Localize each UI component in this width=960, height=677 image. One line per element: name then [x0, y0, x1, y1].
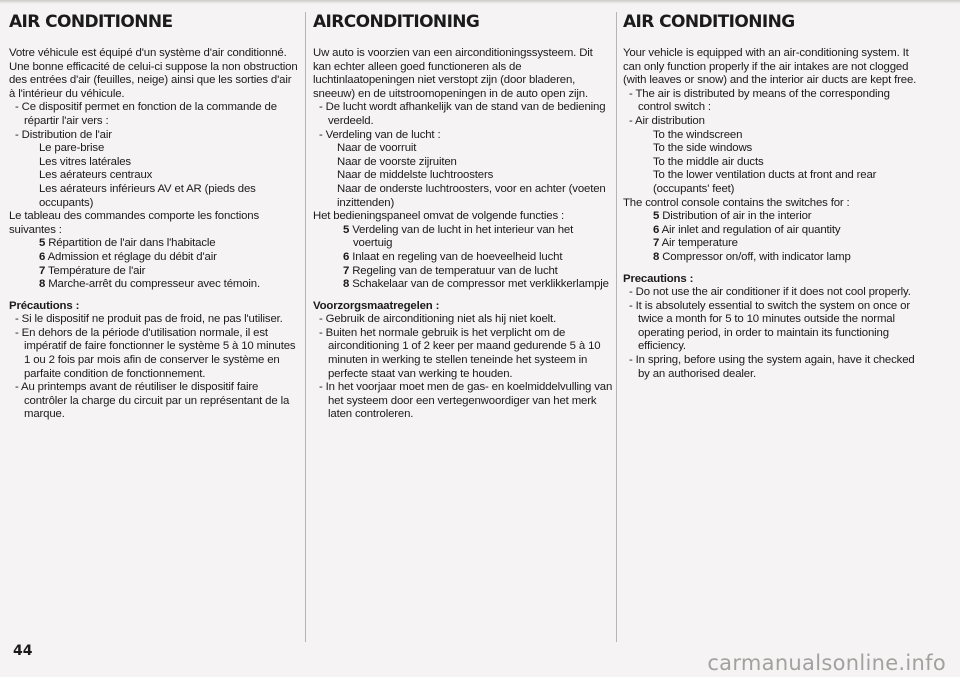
dutch-function-item [313, 224, 613, 251]
french-function-item [9, 278, 299, 292]
function-text: Inlaat en regeling van de hoeveelheid lucht [352, 250, 563, 263]
function-number: 5 [343, 223, 350, 236]
dutch-precaution-item: - Buiten het normale gebruik is het verplicht om de airconditioning 1 of 2 keer per maand gedurende 5 à 10 minuten in werking te stellen teneinde het systeem in perfecte staat van werking te houden. [319, 326, 601, 380]
watermark: carmanualsonline.info [707, 651, 946, 675]
english-precaution-item: - Do not use the air conditioner if it does not cool properly. [629, 286, 911, 299]
function-number: 7 [653, 237, 660, 250]
function-text: Admission et réglage du débit d'air [47, 250, 217, 263]
function-number: 8 [653, 250, 660, 263]
dutch-function-item [313, 265, 613, 279]
dutch-precaution-item: - In het voorjaar moet men de gas- en koelmiddelvulling van het systeem door een vertegenwoordiger van het merk laten controleren. [319, 381, 613, 421]
french-precaution-item: - En dehors de la période d'utilisation normale, il est impératif de faire fonctionner le système 5 à 10 minutes 1 ou 2 fois par mois afin de conserver le système en parfaite condition de fonctionnement. [15, 326, 296, 380]
french-panel-intro: Le tableau des commandes comporte les fonctions suivantes : [9, 210, 260, 236]
dutch-column [313, 12, 613, 422]
english-title: AIR CONDITIONING [623, 12, 795, 32]
function-text: Air inlet and regulation of air quantity [661, 223, 841, 236]
function-number: 7 [39, 264, 46, 277]
column-divider [305, 12, 306, 642]
english-precaution-item: - In spring, before using the system again, have it checked by an authorised dealer. [629, 354, 915, 380]
english-bullet-control: - The air is distributed by means of the corresponding control switch : [629, 87, 890, 114]
french-distribution-item: Les aérateurs centraux [39, 169, 153, 182]
french-function-item [9, 251, 299, 265]
page-number: 44 [13, 643, 33, 659]
french-precaution-item: - Au printemps avant de réutiliser le dispositif faire contrôler la charge du circuit par un représentant de la marque. [15, 381, 290, 421]
french-distribution-item: Le pare-brise [39, 142, 105, 155]
french-bullet-distribution: - Distribution de l'air [15, 128, 112, 141]
english-distribution-item: To the side windows [653, 142, 753, 155]
top-edge-shadow [0, 0, 960, 4]
dutch-distribution-item: Naar de voorruit [337, 142, 417, 155]
french-bullet-control: - Ce dispositif permet en fonction de la commande de répartir l'air vers : [15, 101, 277, 127]
french-column [9, 12, 299, 422]
dutch-distribution-item: Naar de onderste luchtroosters, voor en achter (voeten inzittenden) [337, 182, 606, 209]
function-text: Température de l'air [48, 264, 146, 277]
dutch-distribution-item: Naar de voorste zijruiten [337, 155, 457, 168]
function-number: 8 [39, 278, 46, 291]
french-function-item [9, 237, 299, 251]
function-text: Compressor on/off, with indicator lamp [662, 250, 851, 263]
function-text: Verdeling van de lucht in het interieur van het voertuig [352, 223, 574, 250]
function-text: Distribution of air in the interior [662, 210, 812, 223]
french-distribution-item: Les aérateurs inférieurs AV et AR (pieds des occupants) [39, 182, 256, 209]
french-intro: Votre véhicule est équipé d'un système d'air conditionné. Une bonne efficacité de celui-ci suppose la non obstruction des entrées d'air (feuilles, neige) ainsi que les sorties d'air à l'intérieur du véhicule. [9, 47, 298, 100]
function-text: Regeling van de temperatuur van de lucht [352, 264, 558, 277]
function-text: Air temperature [661, 237, 738, 250]
dutch-precautions-label: Voorzorgsmaatregelen : [313, 299, 440, 312]
dutch-intro: Uw auto is voorzien van een airconditioningssysteem. Dit kan echter alleen goed functioneren als de luchtinlaatopeningen niet verstopt zijn (door bladeren, sneeuw) en de uitstroomopeningen in de auto open zijn. [313, 47, 593, 100]
function-number: 7 [343, 264, 350, 277]
english-precaution-item: - It is absolutely essential to switch the system on once or twice a month for 5 to 10 minutes outside the normal operating period, in order to maintain its functioning efficiency. [629, 299, 910, 353]
french-function-item [9, 265, 299, 279]
french-title: AIR CONDITIONNE [9, 12, 173, 32]
english-distribution-item: To the middle air ducts [653, 155, 764, 168]
dutch-title: AIRCONDITIONING [313, 12, 480, 32]
french-distribution-item: Les vitres latérales [39, 155, 131, 168]
function-text: Répartition de l'air dans l'habitacle [48, 237, 216, 250]
function-number: 8 [343, 278, 350, 291]
dutch-bullet-control: - De lucht wordt afhankelijk van de stand van de bediening verdeeld. [319, 101, 606, 127]
english-distribution-item: To the windscreen [653, 128, 743, 141]
english-bullet-distribution: - Air distribution [629, 114, 705, 127]
function-text: Schakelaar van de compressor met verklikkerlampje [352, 278, 609, 291]
english-function-item [623, 237, 923, 251]
dutch-function-item [313, 278, 613, 292]
function-number: 5 [39, 237, 46, 250]
english-distribution-item: To the lower ventilation ducts at front and rear (occupants' feet) [653, 169, 877, 195]
english-panel-intro: The control console contains the switches for : [623, 196, 850, 209]
english-function-item [623, 224, 923, 238]
english-function-item [623, 210, 923, 224]
dutch-bullet-distribution: - Verdeling van de lucht : [319, 128, 441, 141]
dutch-precaution-item: - Gebruik de airconditioning niet als hij niet koelt. [319, 313, 557, 326]
function-text: Marche-arrêt du compresseur avec témoin. [48, 278, 260, 291]
english-column [623, 12, 923, 381]
function-number: 5 [653, 210, 660, 223]
english-intro: Your vehicle is equipped with an air-conditioning system. It can only function properly if the air intakes are not clogged (with leaves or snow) and the interior air ducts are kept free. [623, 47, 917, 87]
dutch-panel-intro: Het bedieningspaneel omvat de volgende functies : [313, 210, 565, 223]
function-number: 6 [39, 250, 46, 263]
english-function-item [623, 251, 923, 265]
english-precautions-label: Precautions : [623, 272, 694, 285]
dutch-function-item [313, 251, 613, 265]
dutch-distribution-item: Naar de middelste luchtroosters [337, 169, 494, 182]
column-divider [616, 12, 617, 642]
function-number: 6 [343, 250, 350, 263]
function-number: 6 [653, 223, 660, 236]
french-precaution-item: - Si le dispositif ne produit pas de froid, ne pas l'utiliser. [15, 313, 283, 326]
french-precautions-label: Précautions : [9, 299, 80, 312]
